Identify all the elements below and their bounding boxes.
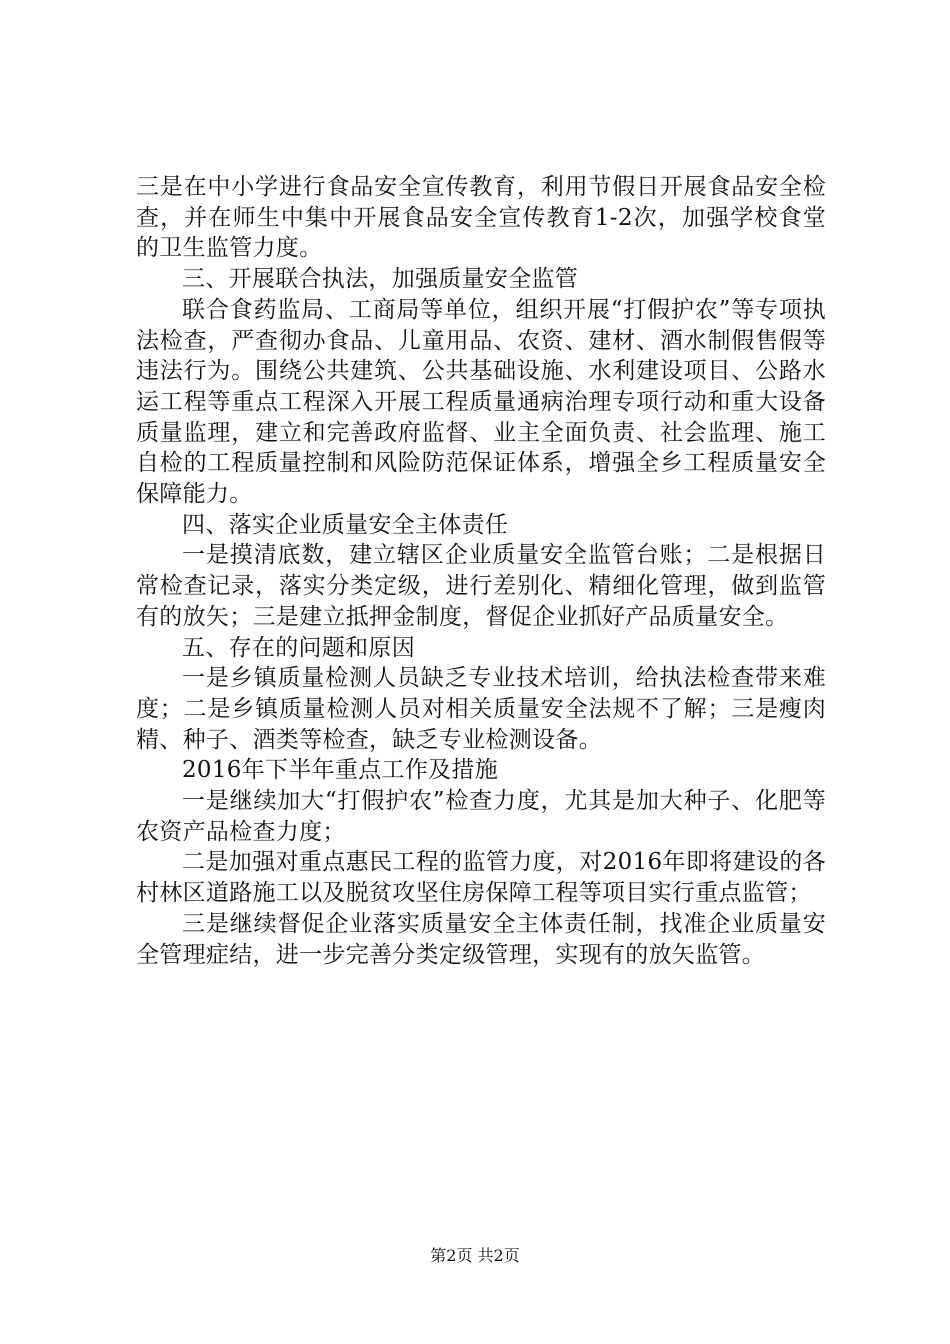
paragraph-7: 三是继续督促企业落实质量安全主体责任制，找准企业质量安全管理症结，进一步完善分类定级管理，实现有的放矢监管。: [136, 910, 826, 968]
section-heading-4: 四、落实企业质量安全主体责任: [182, 511, 509, 538]
section-heading-3: 三、开展联合执法，加强质量安全监管: [182, 266, 579, 293]
section-heading-plan: 2016年下半年重点工作及措施: [182, 757, 499, 784]
page-number-label: 第2页 共2页: [430, 1246, 520, 1265]
paragraph-2: 联合食药监局、工商局等单位，组织开展“打假护农”等专项执法检查，严查彻办食品、儿童用品、农资、建材、酒水制假售假等违法行为。围绕公共建筑、公共基础设施、水利建设项目、公路水运工程等重点工程深入开展工程质量通病治理专项行动和重大设备质量监理，建立和完善政府监督、业主全面负责、社会监理、施工自检的工程质量控制和风险防范保证体系，增强全乡工程质量安全保障能力。: [136, 296, 826, 508]
page-footer: [0, 1246, 950, 1266]
paragraph-3: 一是摸清底数，建立辖区企业质量安全监管台账；二是根据日常检查记录，落实分类定级，进行差别化、精细化管理，做到监管有的放矢；三是建立抵押金制度，督促企业抓好产品质量安全。: [136, 542, 826, 630]
document-body: [136, 172, 826, 970]
section-heading-5: 五、存在的问题和原因: [182, 634, 415, 661]
paragraph-6: 二是加强对重点惠民工程的监管力度，对2016年即将建设的各村林区道路施工以及脱贫攻坚住房保障工程等项目实行重点监管；: [136, 849, 826, 907]
paragraph-1: 三是在中小学进行食品安全宣传教育，利用节假日开展食品安全检查，并在师生中集中开展食品安全宣传教育1-2次，加强学校食堂的卫生监管力度。: [136, 174, 826, 262]
paragraph-4: 一是乡镇质量检测人员缺乏专业技术培训，给执法检查带来难度；二是乡镇质量检测人员对相关质量安全法规不了解；三是瘦肉精、种子、酒类等检查，缺乏专业检测设备。: [136, 665, 826, 753]
paragraph-5: 一是继续加大“打假护农”检查力度，尤其是加大种子、化肥等农资产品检查力度；: [136, 788, 826, 845]
